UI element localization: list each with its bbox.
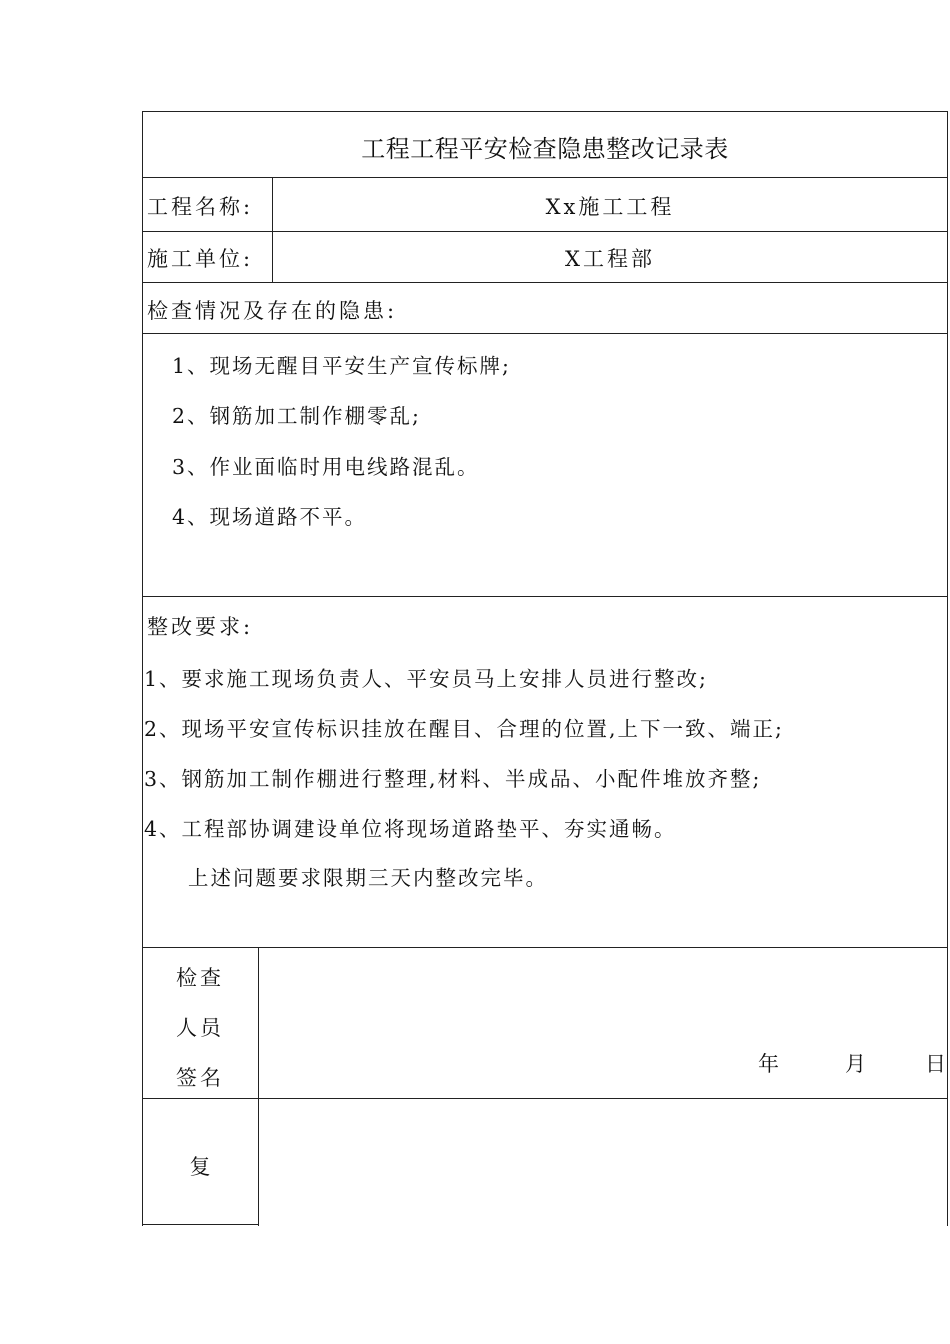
inspector-label-line: 签名 bbox=[176, 1066, 224, 1090]
form-border-top bbox=[142, 111, 948, 112]
review-label: 复 bbox=[189, 1155, 211, 1179]
divider-after-unit bbox=[142, 282, 948, 283]
inspector-label-line: 人员 bbox=[176, 1016, 224, 1040]
inspector-label-line: 检查 bbox=[176, 966, 224, 990]
divider-after-hazards bbox=[142, 596, 948, 597]
form-border-bottom bbox=[142, 1224, 259, 1225]
form-title: 工程工程平安检查隐患整改记录表 bbox=[361, 135, 729, 163]
date-month: 月 bbox=[845, 1052, 866, 1076]
date-day: 日 bbox=[925, 1052, 946, 1076]
hazard-item: 1、现场无醒目平安生产宣传标牌; bbox=[172, 354, 511, 378]
form-border-right bbox=[947, 111, 948, 1226]
signature-column-divider bbox=[258, 947, 259, 1226]
divider-after-signature bbox=[142, 1098, 948, 1099]
hazard-item: 2、钢筋加工制作棚零乱; bbox=[172, 404, 421, 428]
deadline-note: 上述问题要求限期三天内整改完毕。 bbox=[188, 866, 548, 890]
rectification-item: 3、钢筋加工制作棚进行整理,材料、半成品、小配件堆放齐整; bbox=[144, 767, 762, 791]
form-border-left bbox=[142, 111, 143, 1226]
construction-unit-value: X工程部 bbox=[565, 247, 655, 271]
rectification-item: 4、工程部协调建设单位将现场道路垫平、夯实通畅。 bbox=[144, 817, 677, 841]
rectification-item: 1、要求施工现场负责人、平安员马上安排人员进行整改; bbox=[144, 667, 708, 691]
hazard-item: 3、作业面临时用电线路混乱。 bbox=[172, 455, 480, 479]
project-name-label: 工程名称: bbox=[147, 195, 254, 219]
hazard-item: 4、现场道路不平。 bbox=[172, 505, 368, 529]
hazards-label: 检查情况及存在的隐患: bbox=[147, 299, 398, 323]
divider-after-hazards-label bbox=[142, 333, 948, 334]
construction-unit-label: 施工单位: bbox=[147, 247, 254, 271]
rectification-item: 2、现场平安宣传标识挂放在醒目、合理的位置,上下一致、端正; bbox=[144, 717, 784, 741]
divider-after-rectification bbox=[142, 947, 948, 948]
inspection-form bbox=[142, 111, 948, 1226]
divider-after-title bbox=[142, 177, 948, 178]
date-year: 年 bbox=[758, 1052, 779, 1076]
project-name-value: Xx施工工程 bbox=[545, 195, 675, 219]
divider-after-project-name bbox=[142, 231, 948, 232]
rectification-label: 整改要求: bbox=[147, 615, 254, 639]
